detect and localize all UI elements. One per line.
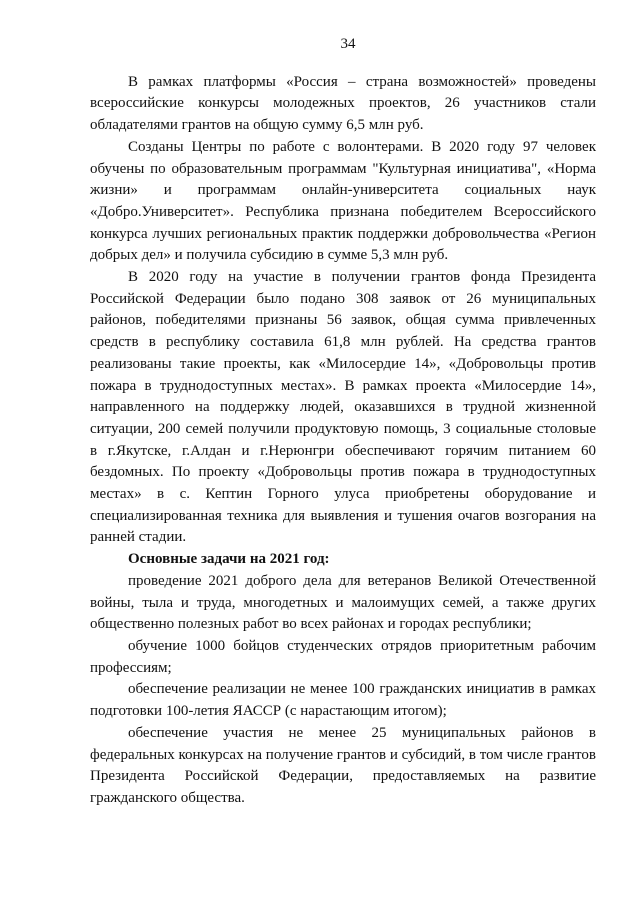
paragraph-platform-contests: В рамках платформы «Россия – страна возможностей» проведены всероссийские конкурсы молодежных проектов, 26 участников стали обладателями грантов на общую сумму 6,5 млн руб. xyxy=(90,73,596,134)
task-item-federal-contests: обеспечение участия не менее 25 муниципальных районов в федеральных конкурсах на получение грантов и субсидий, в том числе грантов Президента Российской Федерации, предоставляемых на развитие гражданского общества. xyxy=(90,724,596,806)
document-page xyxy=(90,34,596,810)
page-number: 34 xyxy=(340,36,356,52)
tasks-heading: Основные задачи на 2021 год: xyxy=(128,551,330,568)
paragraph-volunteer-centers: Созданы Центры по работе с волонтерами. В 2020 году 97 человек обучены по образовательным программам "Культурная инициатива", «Норма жизни» и программам онлайн-университета социальных наук «Добро.Университет». Республика признана победителем Всероссийского конкурса лучших региональных практик поддержки добровольчества «Регион добрых дел» и получила субсидию в сумме 5,3 млн руб. xyxy=(90,138,596,264)
paragraph-presidential-grants: В 2020 году на участие в получении грантов фонда Президента Российской Федерации было подано 308 заявок от 26 муниципальных районов, победителями признаны 56 заявок, общая сумма привлеченных средств в республику составила 61,8 млн рублей. На средства грантов реализованы такие проекты, как «Милосердие 14», «Добровольцы против пожара в труднодоступных местах». В рамках проекта «Милосердие 14», направленного на поддержку людей, оказавшихся в трудной жизненной ситуации, 200 семей получили продуктовую помощь, 3 социальные столовые в г.Якутске, г.Алдан и г.Нерюнгри обеспечивают горячим питанием 60 бездомных. По проекту «Добровольцы против пожара в труднодоступных местах» в с. Кептин Горного улуса приобретены оборудование и специализированная техника для выявления и тушения очагов возгорания на ранней стадии. xyxy=(90,269,596,546)
task-item-civic-initiatives: обеспечение реализации не менее 100 гражданских инициатив в рамках подготовки 100-летия ЯАССР (с нарастающим итогом); xyxy=(90,681,596,720)
task-item-good-deeds: проведение 2021 доброго дела для ветеранов Великой Отечественной войны, тыла и труда, многодетных и малоимущих семей, а также других общественно полезных работ во всех районах и городах республики; xyxy=(90,572,596,633)
task-item-student-training: обучение 1000 бойцов студенческих отрядов приоритетным рабочим профессиям; xyxy=(90,637,596,676)
